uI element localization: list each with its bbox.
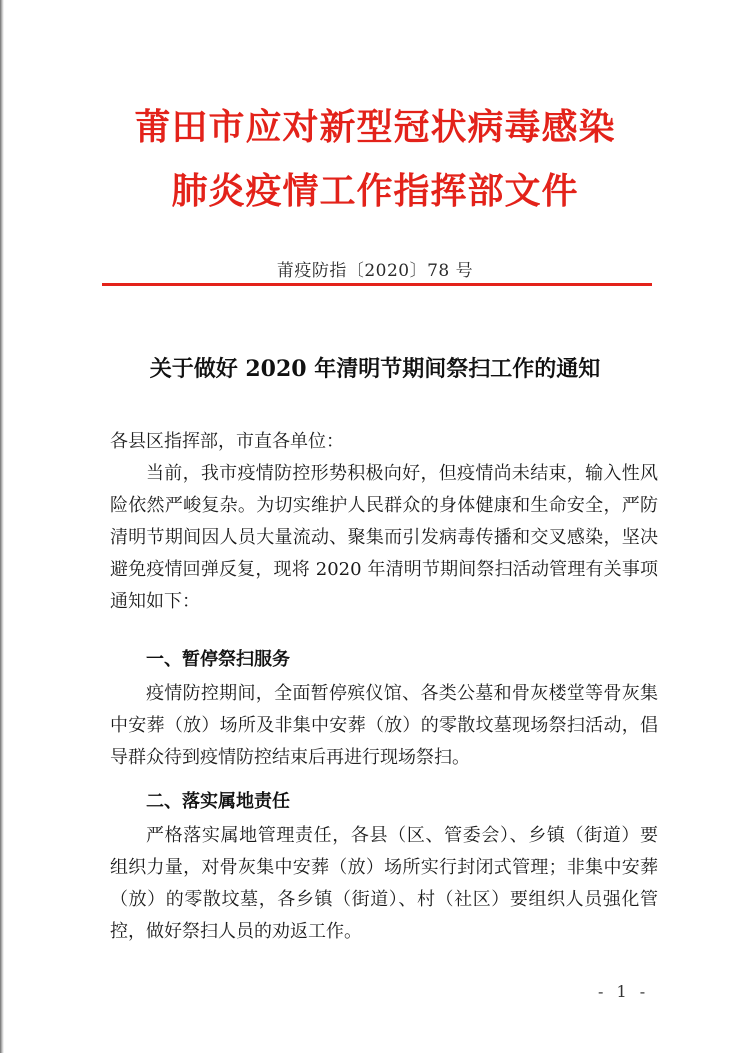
- section-body-2: 严格落实属地管理责任，各县（区、管委会）、乡镇（街道）要组织力量，对骨灰集中安葬（放）场所实行封闭式管理；非集中安葬（放）的零散坟墓，各乡镇（街道）、村（社区）要组织人员强化管控，做好祭扫人员的劝返工作。: [110, 825, 658, 942]
- section-heading-1: 一、暂停祭扫服务: [146, 649, 290, 670]
- section-body-1: 疫情防控期间，全面暂停殡仪馆、各类公墓和骨灰楼堂等骨灰集中安葬（放）场所及非集中安葬（放）的零散坟墓现场祭扫活动，倡导群众待到疫情防控结束后再进行现场祭扫。: [110, 683, 658, 768]
- header-divider: [102, 283, 652, 286]
- document-number: 莆疫防指〔2020〕78 号: [276, 261, 474, 281]
- notice-title: 关于做好 2020 年清明节期间祭扫工作的通知: [149, 356, 601, 382]
- intro-paragraph: 当前，我市疫情防控形势积极向好，但疫情尚未结束，输入性风险依然严峻复杂。为切实维护人民群众的身体健康和生命安全，严防清明节期间因人员大量流动、聚集而引发病毒传播和交叉感染，坚决避免疫情回弹反复，现将 2020 年清明节期间祭扫活动管理有关事项通知如下：: [110, 463, 658, 612]
- document-header-title-line-2: 肺炎疫情工作指挥部文件: [171, 171, 579, 212]
- salutation: 各县区指挥部，市直各单位：: [110, 431, 344, 452]
- document-header-title-line-1: 莆田市应对新型冠状病毒感染: [134, 107, 616, 148]
- page-edge-shadow: [0, 0, 4, 1053]
- page-number: - 1 -: [598, 982, 650, 1001]
- section-heading-2: 二、落实属地责任: [146, 791, 290, 812]
